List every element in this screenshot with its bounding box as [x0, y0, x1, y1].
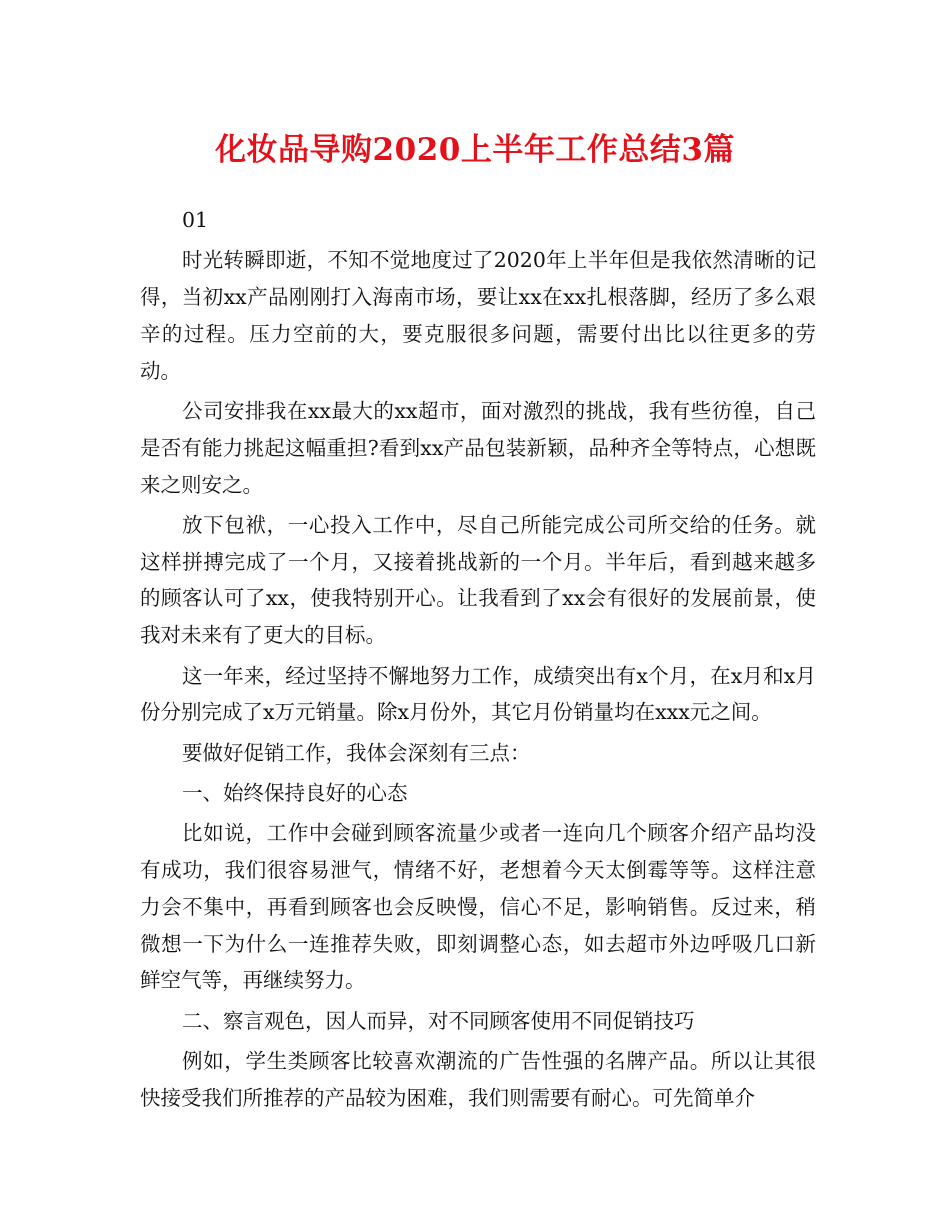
paragraph: 时光转瞬即逝，不知不觉地度过了2020年上半年但是我依然清晰的记得，当初xx产品刚刚打入海南市场，要让xx在xx扎根落脚，经历了多么艰辛的过程。压力空前的大，要克服很多问题，需要付出比以往更多的劳动。 [140, 248, 816, 383]
document-body [140, 202, 816, 1120]
paragraph: 比如说，工作中会碰到顾客流量少或者一连向几个顾客介绍产品均没有成功，我们很容易泄气，情绪不好，老想着今天太倒霉等等。这样注意力会不集中，再看到顾客也会反映慢，信心不足，影响销售。反过来，稍微想一下为什么一连推荐失败，即刻调整心态，如去超市外边呼吸几口新鲜空气等，再继续努力。 [140, 821, 816, 993]
subheading: 一、始终保持良好的心态 [182, 780, 408, 805]
paragraph: 例如，学生类顾客比较喜欢潮流的广告性强的名牌产品。所以让其很快接受我们所推荐的产品较为困难，我们则需要有耐心。可先简单介 [140, 1049, 816, 1110]
paragraph: 要做好促销工作，我体会深刻有三点： [182, 740, 531, 765]
paragraph: 这一年来，经过坚持不懈地努力工作，成绩突出有x个月，在x月和x月份分别完成了x万元销量。除x月份外，其它月份销量均在xxx元之间。 [140, 663, 816, 725]
paragraph: 公司安排我在xx最大的xx超市，面对激烈的挑战，我有些彷徨，自己是否有能力挑起这幅重担?看到xx产品包装新颖，品种齐全等特点，心想既来之则安之。 [140, 398, 816, 497]
paragraph: 放下包袱，一心投入工作中，尽自己所能完成公司所交给的任务。就这样拼搏完成了一个月，又接着挑战新的一个月。半年后，看到越来越多的顾客认可了xx，使我特别开心。让我看到了xx会有很好的发展前景，使我对未来有了更大的目标。 [140, 512, 816, 648]
document-title: 化妆品导购2020上半年工作总结3篇 [215, 132, 735, 168]
section-number: 01 [182, 208, 209, 232]
subheading: 二、察言观色，因人而异，对不同顾客使用不同促销技巧 [182, 1008, 695, 1033]
